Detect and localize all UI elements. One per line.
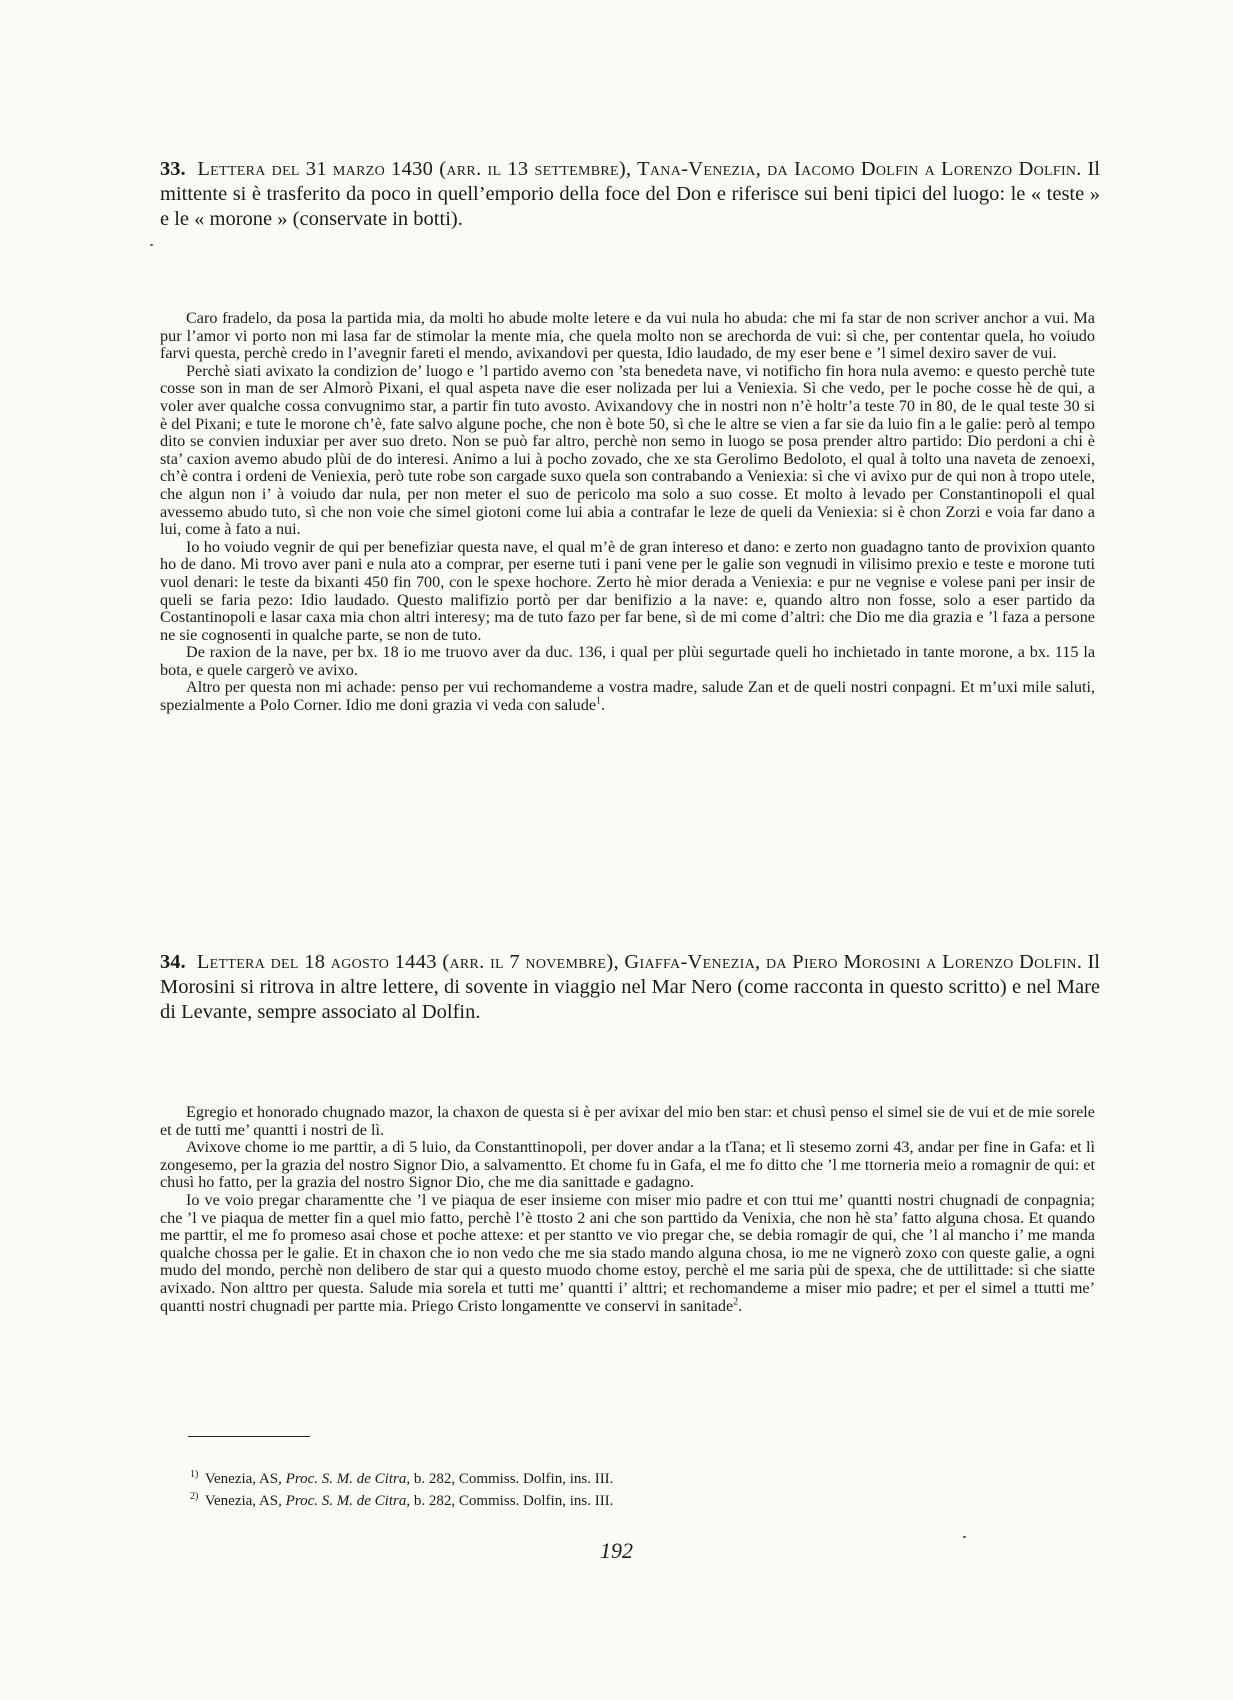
footnote-suffix: b. 282, Commiss. Dolfin, ins. III. [413,1471,614,1487]
footnote [190,1488,890,1510]
footnote-ref: 2 [733,1296,739,1308]
footnote-source: Proc. S. M. de Citra, [285,1493,411,1509]
letter-paragraph: Altro per questa non mi achade: penso per vui rechomandeme a vostra madre, salude Zan et de queli nostri conpagni. Et m’uxi mile saluti, spezialmente a Polo Corner. Idio me doni grazia vi veda con salude$^1$. [160,678,1095,715]
letter-paragraph: De raxion de la nave, per bx. 18 io me truovo aver da duc. 136, i qual per plùi segurtade queli ho inchietado in tante morone, a bx. 115 la bota, e quele cargerò ve avixo. [160,643,1095,679]
entry-heading [160,950,1100,1025]
letter-paragraph: Egregio et honorado chugnado mazor, la chaxon de questa si è per avixar del mio ben star: et chusì penso el simel sie de vui et de mie sorele et de tutti me’ quantti i nostri de lì. [160,1103,1095,1139]
page-number: 192 [600,1538,633,1563]
letter-paragraph-text: Altro per questa non mi achade: penso per vui rechomandeme a vostra madre, salude Zan et de queli nostri conpagni. Et m’uxi mile saluti, spezialmente a Polo Corner. Idio me doni grazia vi veda con salude [160,678,1095,715]
entry-description: Il mittente si è trasferito da poco in quell’emporio della foce del Don e riferisce sui beni tipici del luogo: le « teste » e le « morone » (conservate in botti). [160,158,1101,230]
letter-paragraph: Io ve voio pregar charamentte che ’l ve piaqua de eser insieme con miser mio padre et con ttui me’ quantti nostri chugnadi de conpagnia; che ’l ve piaqua de metter fin a quel mio fatto, perchè l’è ttosto 2 ani che son parttido da Venixia, che non hè sta’ fatto alguna chosa. Et quando me parttir, el me fo promeso asai chose et poche attexe: et per stantto ve vio pregar che, se debia romagir de qui, che ’l al mancho i’ me manda qualche chossa per le galie. Et in chaxon che io non vedo che me sia stado mando alguna chosa, io me ne vignerò zoxo con queste galie, a ogni mudo del mondo, perchè non delibero de star qui a questo muodo chome estoy, perchè el me saria pùi de spexa, che de uttilittade: sì che siatte avixado. Non alttro per questa. Salude mia sorela et tutti me’ quantti i’ alttri; et rechomandeme a miser mio padre; et per el simel a ttutti me’ quantti nostri chugnadi per partte mia. Priego Cristo longamentte ve conservi in sanitade$^2$. [160,1190,1095,1315]
footnote-suffix: b. 282, Commiss. Dolfin, ins. III. [413,1493,614,1509]
footnote-divider [188,1436,310,1437]
footnote-mark: 2) [190,1491,199,1502]
entry-number: 33. [160,158,186,180]
footnote-mark: 1) [190,1469,199,1480]
letter-paragraph: Io ho voiudo vegnir de qui per benefiziar questa nave, el qual m’è de gran intereso et dano: e zerto non guadagno tanto de provixion quanto ho de dano. Mi trovo aver pani e nula ato a comprar, per eserne tuti i pani vene per le galie son vegnudi in vilisimo prexio e teste e morone tuti vuol denari: le teste da bixanti 450 fin 700, con le spexe hochore. Zerto hè mior derada a Veniexia: e pur ne vegnise e volese pani per insir de queli se faria pezo: Idio laudado. Questo malifizio portò per dar benifizio a la nave: e, quando altro non fosse, solo a eser partido da Costantinopoli e lasar caxa mia chon altri interesy; ma de tuto fazo per far bene, sì de mi come d’altri: che Dio me dia grazia e ’l faza a persone ne sie cognosenti in qualche parte, se non de tuto. [160,537,1095,644]
letter-paragraph: Perchè siati avixato la condizion de’ luogo e ’l partido avemo con ’sta benedeta nave, vi notificho fin hora nula avemo: e questo perchè tute cosse son in man de ser Almorò Pixani, el qual aspeta nave die eser nolizada per lui a Veniexia. Sì che vedo, per le poche cosse hè de qui, a voler aver qualche cossa convugnimo star, a partir fin tuto avosto. Avixandovy che in nostri non n’è holtr’a teste 70 in 80, de le qual teste 30 si è del Pixani; e tute le morone ch’è, fate salvo algune poche, che non è bote 50, sì che le altre se vien a far sie da luio fin a le galie: però al tempo dito se convien induxiar per aver suo dreto. Non se può far altro, perchè non semo in luogo se posa prender altro partido: Dio perdoni a chi è sta’ caxion avemo abudo plùi de do interesi. Animo a lui à pocho zovado, che xe sta Gerolimo Bedoloto, el qual à tolto una naveta de zenoexi, ch’è contra i ordeni de Veniexia, però tute robe son cargade suxo quela son contrabando a Veniexia: sì che vi avixo pur de qui non à tropo utele, che algun non i’ à voiudo dar nula, per non meter el suo de pericolo ma solo a suo cosse. Et molto à levado per Constantinopoli el qual avessemo abudo tuto, sì che non voie che simel giotoni come lui abia a contrafar le leze de queli da Veniexia: si è chon Zorzi e voia far dano a lui, come à fato a nui. [160,361,1095,539]
letter-text [160,310,1095,715]
footnote [190,1466,890,1488]
letter-paragraph: Caro fradelo, da posa la partida mia, da molti ho abude molte letere e da vui nula ho abuda: che mi fa star de non scriver anchor a vui. Ma pur l’amor vi porto non mi lasa far de stimolar la mente mia, che quela molto non se arechorda de vui: sì che, per contentar quela, ho voiudo farvi questa, perchè credo in l’avegnir fareti el mendo, avixandovi per questa, Idio laudado, de my eser bene e ’l simel dexiro saver de vui. [160,309,1095,363]
footnotes [190,1466,890,1510]
letter-paragraph: Avixove chome io me parttir, a dì 5 luio, da Constanttinopoli, per dover andar a la tTana; et lì stesemo zorni 43, andar per fine in Gafa: et lì zongesemo, per la grazia del nostro Signor Dio, a salvamentto. Et chome fu in Gafa, el me fo ditto che ’l me ttorneria meio a romagnir de qui: et chusì ho fatto, per la grazia del nostro Signor Dio, che me dia sanittade e gadagno. [160,1138,1095,1192]
entry-heading [160,157,1100,232]
scan-speck [963,1536,966,1538]
footnote-prefix: Venezia, AS, [204,1471,282,1487]
entry-title: Lettera del 31 marzo 1430 (arr. il 13 settembre), Tana-Venezia, da Iacomo Dolfin a Lorenzo Dolfin. [197,158,1082,180]
footnote-ref: 1 [596,695,602,707]
footnote-prefix: Venezia, AS, [204,1493,282,1509]
footnote-source: Proc. S. M. de Citra, [285,1471,411,1487]
entry-number: 34. [160,951,186,973]
entry-title: Lettera del 18 agosto 1443 (arr. il 7 novembre), Giaffa-Venezia, da Piero Morosini a Lorenzo Dolfin. [196,951,1083,973]
letter-paragraph-text: Io ve voio pregar charamentte che ’l ve piaqua de eser insieme con miser mio padre et con ttui me’ quantti nostri chugnadi de conpagnia; che ’l ve piaqua de metter fin a quel mio fatto, perchè l’è ttosto 2 ani che son parttido da Venixia, che non hè sta’ fatto alguna chosa. Et quando me parttir, el me fo promeso asai chose et poche attexe: et per stantto ve vio pregar che, se debia romagir de qui, che ’l al mancho i’ me manda qualche chossa per le galie. Et in chaxon che io non vedo che me sia stado mando alguna chosa, io me ne vignerò zoxo con queste galie, a ogni mudo del mondo, perchè non delibero de star qui a questo muodo chome estoy, perchè el me saria pùi de spexa, che de uttilittade: sì che siatte avixado. Non alttro per questa. Salude mia sorela et tutti me’ quantti i’ alttri; et rechomandeme a miser mio padre; et per el simel a ttutti me’ quantti nostri chugnadi per partte mia. Priego Cristo longamentte ve conservi in sanitade [160,1190,1095,1315]
letter-text [160,1104,1095,1315]
scan-speck [150,244,153,246]
entry-description: Il Morosini si ritrova in altre lettere, di sovente in viaggio nel Mar Nero (come racconta in questo scritto) e nel Mare di Levante, sempre associato al Dolfin. [160,951,1101,1023]
